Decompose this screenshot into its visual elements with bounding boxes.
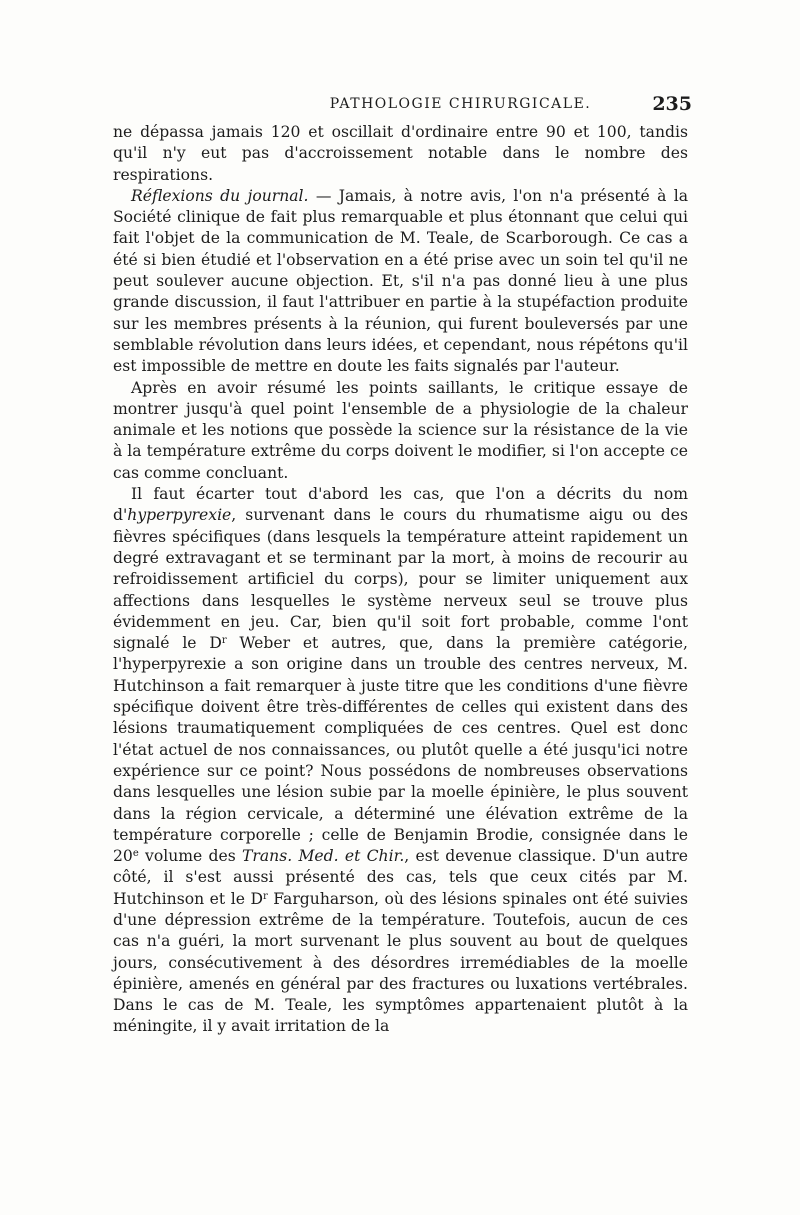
running-header — [113, 93, 692, 122]
paragraph-1: ne dépassa jamais 120 et oscillait d'ordinaire entre 90 et 100, tandis qu'il n'y eut pas d'accroissement notable dans le nombre des respirations. — [113, 123, 688, 184]
chapter-title: PATHOLOGIE CHIRURGICALE. — [329, 96, 592, 112]
page-number: 235 — [652, 93, 692, 115]
paragraph-4: Il faut écarter tout d'abord les cas, que l'on a décrits du nom d'hyperpyrexie, survenant dans le cours du rhumatisme aigu ou des fièvres spécifiques (dans lesquels la température atteint rapidement un degré extravagant et se terminant par la mort, à moins de recourir au refroidissement artificiel du corps), pour se limiter uniquement aux affections dans lesquelles le système nerveux seul se trouve plus évidemment en jeu. Car, bien qu'il soit fort probable, comme l'ont signalé le $D^r$ Weber et autres, que, dans la première catégorie, l'hyperpyrexie a son origine dans un trouble des centres nerveux, M. Hutchinson a fait remarquer à juste titre que les conditions d'une fièvre spécifique doivent être très-différentes de celles qui existent dans des lésions traumatiquement compliquées de ces centres. Quel est donc l'état actuel de nos connaissances, ou plutôt quelle a été jusqu'ici notre expérience sur ce point? Nous possédons de nombreuses observations dans lesquelles une lésion subie par la moelle épinière, le plus souvent dans la région cervicale, a déterminé une élévation extrême de la température corporelle ; celle de Benjamin Brodie, consignée dans le 20e volume des Trans. Med. et Chir., est devenue classique. D'un autre côté, il s'est aussi présenté des cas, tels que ceux cités par M. Hutchinson et le $D^r$ Farguharson, où des lésions spinales ont été suivies d'une dépression extrême de la température. Toutefois, aucun de ces cas n'a guéri, la mort survenant le plus souvent au bout de quelques jours, consécutivement à des désordres irremédiables de la moelle épinière, amenés en général par des fractures ou luxations vertébrales. Dans le cas de M. Teale, les symptômes appartenaient plutôt à la méningite, il y avait irritation de la — [113, 485, 689, 1036]
paragraph-3: Après en avoir résumé les points saillants, le critique essaye de montrer jusqu'à quel point l'ensemble de a physiologie de la chaleur animale et les notions que possède la science sur la résistance de la vie à la température extrême du corps doivent le modifier, si l'on accepte ce cas comme concluant. — [113, 378, 688, 482]
paragraph-2: Réflexions du journal. — Jamais, à notre avis, l'on n'a présenté à la Société clinique de fait plus remarquable et plus étonnant que celui qui fait l'objet de la communication de M. Teale, de Scarborough. Ce cas a été si bien étudié et l'observation en a été prise avec un soin tel qu'il ne peut soulever aucune objection. Et, s'il n'a pas donné lieu à une plus grande discussion, il faut l'attribuer en partie à la stupéfaction produite sur les membres présents à la réunion, qui furent bouleversés par une semblable révolution dans leurs idées, et cependant, nous répétons qu'il est impossible de mettre en doute les faits signalés par l'auteur. — [113, 186, 688, 376]
book-page — [113, 93, 692, 1038]
body-text — [113, 122, 688, 1038]
section-label: Réflexions du journal. — [131, 186, 309, 205]
